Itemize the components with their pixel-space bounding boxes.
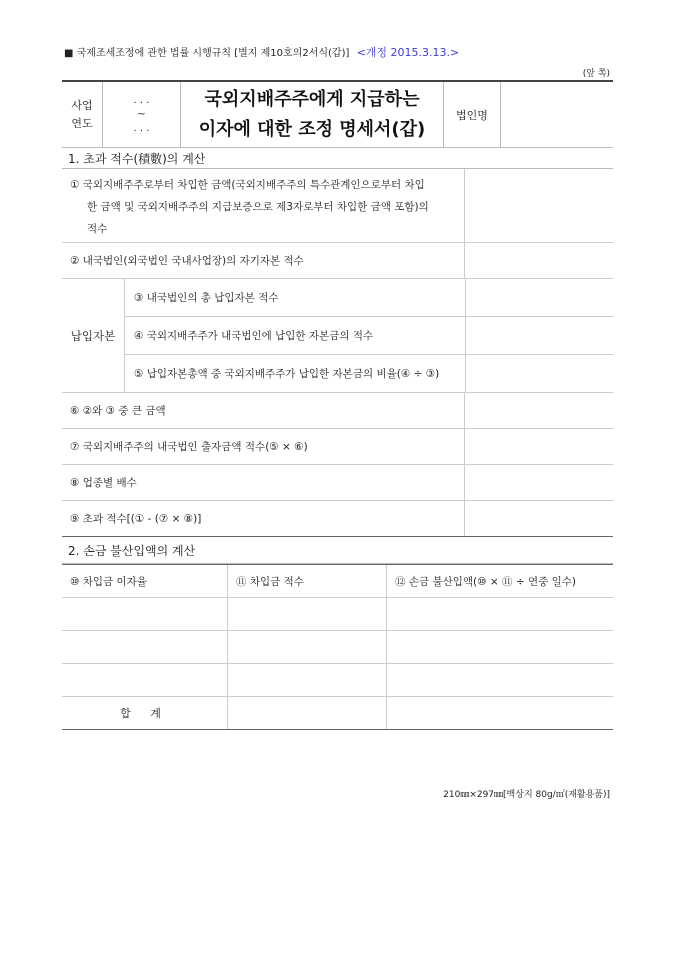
row-item1 bbox=[62, 169, 613, 243]
form-header bbox=[64, 44, 459, 60]
row-item8 bbox=[62, 465, 613, 501]
period-start: . . . bbox=[133, 94, 150, 106]
paper-spec: 210㎜×297㎜[백상지 80g/㎡(재활용품)] bbox=[443, 790, 610, 800]
title-block bbox=[62, 80, 613, 148]
item4-value[interactable] bbox=[466, 317, 613, 354]
period-end: . . . bbox=[133, 122, 150, 134]
form-source: ■ 국제조세조정에 관한 법률 시행규칙 [별지 제10호의2서식(갑)] bbox=[64, 48, 350, 59]
total-row bbox=[62, 697, 613, 730]
row-item4 bbox=[125, 317, 613, 355]
item1-value[interactable] bbox=[465, 169, 613, 242]
item5-label: ⑤ 납입자본총액 중 국외지배주주가 납입한 자본금의 비율(④ ÷ ③) bbox=[125, 355, 466, 392]
item2-value[interactable] bbox=[465, 243, 613, 278]
non-deductible-cell[interactable] bbox=[387, 664, 613, 696]
item7-label: ⑦ 국외지배주주의 내국법인 출자금액 적수(⑤ × ⑥) bbox=[62, 429, 465, 464]
total-non-deductible[interactable] bbox=[387, 697, 613, 729]
corporation-name-label: 법인명 bbox=[444, 82, 501, 147]
interest-rate-cell[interactable] bbox=[62, 664, 228, 696]
interest-rate-header: ⑩ 차입금 이자율 bbox=[62, 565, 228, 597]
paid-in-capital-group bbox=[62, 279, 613, 393]
item9-label: ⑨ 초과 적수[(① - (⑦ × ⑧)] bbox=[62, 501, 465, 536]
borrowing-sum-cell[interactable] bbox=[228, 664, 387, 696]
business-year-label: 사업 연도 bbox=[62, 82, 103, 147]
page-side-label: (앞 쪽) bbox=[582, 69, 610, 79]
item7-value[interactable] bbox=[465, 429, 613, 464]
paid-in-capital-label: 납입자본 bbox=[62, 279, 125, 392]
item8-label: ⑧ 업종별 배수 bbox=[62, 465, 465, 500]
form-title: 국외지배주주에게 지급하는 이자에 대한 조정 명세서(갑) bbox=[181, 82, 444, 147]
interest-rate-cell[interactable] bbox=[62, 631, 228, 663]
period-tilde: ~ bbox=[137, 108, 146, 120]
item5-value[interactable] bbox=[466, 355, 613, 392]
item3-value[interactable] bbox=[466, 279, 613, 316]
table-row bbox=[62, 598, 613, 631]
non-deductible-header: ⑫ 손금 불산입액(⑩ × ⑪ ÷ 연중 일수) bbox=[395, 575, 576, 588]
non-deductible-cell[interactable] bbox=[387, 598, 613, 630]
section2-title: 2. 손금 불산입액의 계산 bbox=[62, 537, 613, 564]
section2-header-row bbox=[62, 564, 613, 598]
row-item6 bbox=[62, 393, 613, 429]
item8-value[interactable] bbox=[465, 465, 613, 500]
table-row bbox=[62, 631, 613, 664]
section1-title: 1. 초과 적수(積數)의 계산 bbox=[62, 148, 613, 169]
borrowing-sum-header: ⑪ 차입금 적수 bbox=[228, 565, 387, 597]
item3-label: ③ 내국법인의 총 납입자본 적수 bbox=[125, 279, 466, 316]
item6-value[interactable] bbox=[465, 393, 613, 428]
item2-label: ② 내국법인(외국법인 국내사업장)의 자기자본 적수 bbox=[62, 243, 465, 278]
business-year-period[interactable] bbox=[103, 82, 181, 147]
item9-value[interactable] bbox=[465, 501, 613, 536]
table-row bbox=[62, 664, 613, 697]
form-sheet bbox=[62, 80, 613, 730]
row-item5 bbox=[125, 355, 613, 392]
row-item3 bbox=[125, 279, 613, 317]
borrowing-sum-cell[interactable] bbox=[228, 631, 387, 663]
amendment-date: <개정 2015.3.13.> bbox=[356, 46, 460, 59]
row-item2 bbox=[62, 243, 613, 279]
item6-label: ⑥ ②와 ③ 중 큰 금액 bbox=[62, 393, 465, 428]
item4-label: ④ 국외지배주주가 내국법인에 납입한 자본금의 적수 bbox=[125, 317, 466, 354]
row-item7 bbox=[62, 429, 613, 465]
interest-rate-cell[interactable] bbox=[62, 598, 228, 630]
non-deductible-cell[interactable] bbox=[387, 631, 613, 663]
total-label: 합 계 bbox=[62, 697, 228, 729]
corporation-name-field[interactable] bbox=[501, 82, 613, 147]
total-borrowing-sum[interactable] bbox=[228, 697, 387, 729]
row-item9 bbox=[62, 501, 613, 537]
item1-label: ① 국외지배주주로부터 차입한 금액(국외지배주주의 특수관계인으로부터 차입 한 금액 및 국외지배주주의 지급보증으로 제3자로부터 차입한 금액 포함)의 적수 bbox=[62, 169, 465, 242]
borrowing-sum-cell[interactable] bbox=[228, 598, 387, 630]
